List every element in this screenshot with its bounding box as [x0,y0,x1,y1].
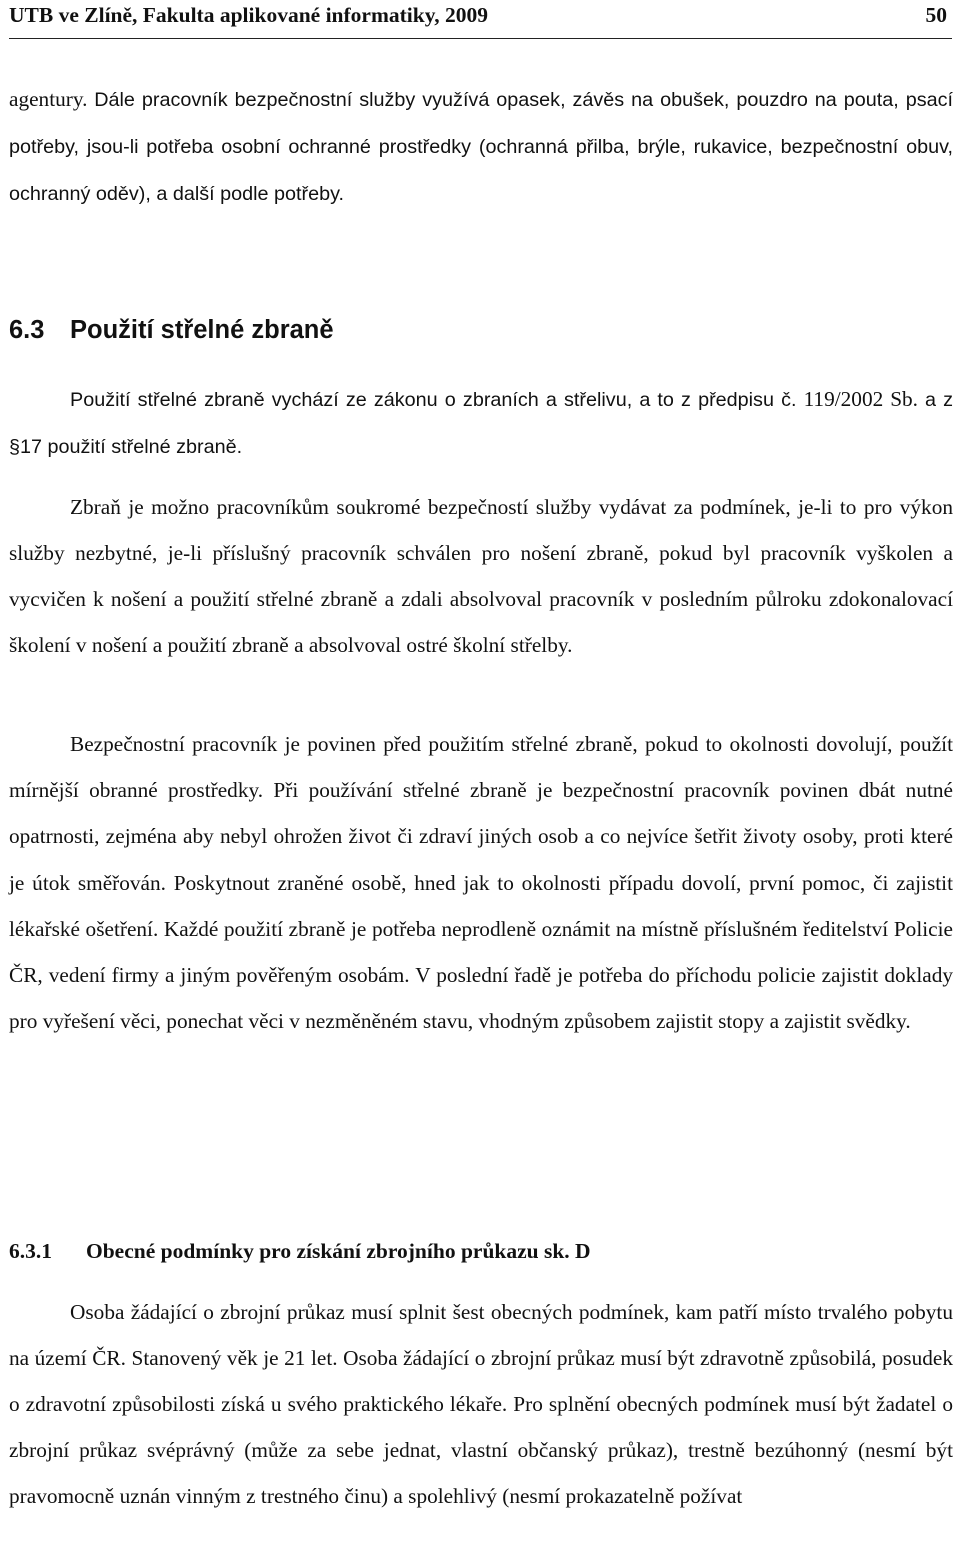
subsection-number: 6.3.1 [9,1239,52,1263]
section-heading [9,316,334,345]
legal-text-start: Použití střelné zbraně vychází ze zákonu o zbraních a střelivu, a to z předpisu č. [70,389,804,411]
subsection-title: Obecné podmínky pro získání zbrojního průkazu sk. D [86,1239,591,1263]
header-title: UTB ve Zlíně, Fakulta aplikované informatiky, 2009 [9,3,489,27]
paragraph-weapon-issue: Zbraň je možno pracovníkům soukromé bezpečností služby vydávat za podmínek, je-li to pro výkon služby nezbytné, je-li příslušný pracovník schválen pro nošení zbraně, pokud byl pracovník vyškolen a vycvičen k nošení a použití střelné zbraně a zdali absolvoval pracovník v posledním půlroku zdokonalovací školení v nošení a použití zbraně a absolvoval ostré školní střelby. [9,495,953,657]
subsection-heading [9,1239,591,1264]
legal-text-law: 119/2002 Sb. [803,387,925,411]
paragraph-general-conditions: Osoba žádající o zbrojní průkaz musí splnit šest obecných podmínek, kam patří místo trvalého pobytu na území ČR. Stanovený věk je 21 let. Osoba žádající o zbrojní průkaz musí být zdravotně způsobilá, posudek o zdravotní způsobilosti získá u svého praktického lékaře. Pro splnění obecných podmínek musí být žadatel o zbrojní průkaz svéprávný (může za sebe jednat, vlastní občanský průkaz), trestně bezúhonný (nesmí být pravomocně uznán vinným z trestného činu) a spolehlivý (nesmí prokazatelně požívat [9,1300,953,1508]
page-header [9,0,952,39]
intro-text-start: agentury. [9,87,95,111]
page-number: 50 [925,3,947,27]
intro-text-rest: Dále pracovník bezpečnostní služby využívá opasek, závěs na obušek, pouzdro na pouta, psací potřeby, jsou-li potřeba osobní ochranné prostředky (ochranná přilba, brýle, rukavice, bezpečnostní obuv, ochranný oděv), a další podle potřeby. [9,89,953,205]
section-title: Použití střelné zbraně [70,316,334,344]
intro-paragraph [9,76,953,217]
section-number: 6.3 [9,316,45,344]
legal-text-end: a z §17 použití střelné zbraně. [9,389,953,458]
paragraph-legal-basis [9,377,953,470]
paragraph-officer-duty: Bezpečnostní pracovník je povinen před použitím střelné zbraně, pokud to okolnosti dovolují, použít mírnější obranné prostředky. Při používání střelné zbraně je bezpečnostní pracovník povinen dbát nutné opatrnosti, zejména aby nebyl ohrožen život či zdraví jiných osob a co nejvíce šetřit životy osoby, proti které je útok směřován. Poskytnout zraněné osobě, hned jak to okolnosti případu dovolí, první pomoc, či zajistit lékařské ošetření. Každé použití zbraně je potřeba neprodleně oznámit na místně příslušném ředitelství Policie ČR, vedení firmy a jiným pověřeným osobám. V poslední řadě je potřeba do příchodu policie zajistit doklady pro vyřešení věci, ponechat věci v nezměněném stavu, vhodným způsobem zajistit stopy a zajistit svědky. [9,732,953,1034]
